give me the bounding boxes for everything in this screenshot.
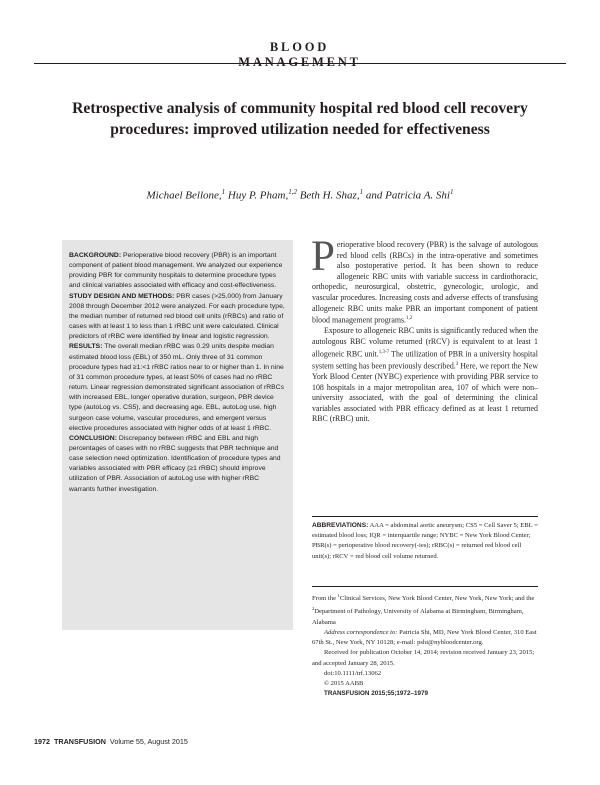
affiliation-text: From the (312, 595, 338, 603)
abstract-box (62, 240, 293, 630)
author-name: Beth H. Shaz, (296, 189, 360, 202)
affiliation-mark: 1 (337, 593, 340, 598)
abstract-text: Discrepancy between rRBC and EBL and high percentages of cases with no rRBC suggests that PBR technique and case selection need optimization. Identification of procedure types and variables associated with PBR efficacy (≥1 rRBC) should improve utilization of PBR. Association of autoLog use with higher rRBC warrants further investigation. (69, 434, 281, 493)
affiliation-text: Clinical Services, New York Blood Center, New York, New York; and the (339, 595, 535, 603)
author-affiliation-mark: 1 (359, 188, 364, 196)
correspondence-line (312, 628, 538, 648)
affiliations-note (312, 591, 538, 699)
affiliations-rule (312, 586, 538, 587)
affiliation-line (312, 591, 538, 628)
correspondence-label: Address correspondence to: (324, 628, 398, 636)
abstract-heading: RESULTS: (69, 343, 103, 351)
abstract-text: Perioperative blood recovery (PBR) is an important component of patient blood management. We analyzed our experience providing PBR for community hospitals to determine procedure types and clinical variables associated with efficacy and cost-effectiveness. (69, 252, 283, 290)
abstract-heading: STUDY DESIGN AND METHODS: (69, 292, 175, 300)
abbreviations-text: AAA = abdominal aortic aneurysm; CS5 = Cell Saver 5; EBL = estimated blood loss; IQR = interquartile range; NYBC = New York Blood Center; PBR(s) = perioperative blood recovery(-ies); rRBC(s) = returned red blood cell unit(s); rRCV = red blood cell volume returned. (312, 522, 538, 560)
affiliation-text: Department of Pathology, University of Alabama at Birmingham, Birmingham, Alabama (312, 608, 524, 626)
abbreviations-rule (312, 516, 538, 517)
author-affiliation-mark: 1 (221, 188, 226, 196)
citation-ref: 1,2 (406, 316, 413, 322)
author-name: Huy P. Pham, (225, 189, 289, 202)
doi-line: doi:10.1111/trf.13062 (324, 669, 382, 677)
received-line: Received for publication October 14, 2014; revision received January 23, 2015; and accepted January 28, 2015. (312, 649, 535, 667)
author-name: and Patricia A. Shi (363, 189, 450, 202)
footer-volume: Volume 55, August 2015 (109, 737, 188, 746)
intro-paragraph-1 (311, 233, 538, 326)
journal-citation (312, 689, 538, 699)
drop-cap: P (311, 233, 335, 280)
abstract-background (69, 251, 286, 292)
citation-ref: 1,3-7 (378, 349, 390, 355)
author-affiliation-mark: 1,2 (288, 188, 297, 196)
page-footer (34, 737, 188, 746)
abstract-results (69, 342, 286, 433)
footer-journal: TRANSFUSION (54, 737, 106, 746)
abstract-conclusion (69, 434, 286, 495)
article-title: Retrospective analysis of community hospital red blood cell recovery procedures: improved utilization needed for effectiveness (72, 100, 528, 138)
paragraph-text: Exposure to allogeneic RBC units is significantly reduced when the autologous RBC volume returned (rRCV) is equivalent to at least 1 allogeneic RBC unit. (312, 326, 538, 359)
correspondence-text: Patricia Shi, MD, New York Blood Center, 310 East 67th St., New York, NY 10128; e-mail: pshi@nybloodcenter.org. (312, 628, 537, 647)
body-text (311, 233, 539, 425)
paragraph-text: Here, we report the New York Blood Center (NYBC) experience with providing PBR service to 108 hospitals in a major metropolitan area, 107 of which were non–university associated, with the goal of determining the clinical variables associated with PBR efficacy defined as at least 1 returned RBC (rRBC) unit. (312, 361, 539, 424)
abbreviations-note (312, 521, 538, 562)
abstract-heading: BACKGROUND: (69, 252, 122, 259)
abstract-methods (69, 292, 286, 343)
abstract-text: PBR cases (>25,000) from January 2008 through December 2012 were analyzed. For each procedure type, the median number of returned red blood cell units (rRBCs) and ratio of cases with at least 1 to less than 1 rRBC unit were calculated. Clinical predictors of rRBC were identified by linear and logistic regression. (69, 292, 285, 341)
intro-paragraph-2 (312, 326, 538, 425)
copyright-line: © 2015 AABB (324, 680, 364, 687)
paragraph-text: The utilization of PBR in a university hospital system setting has been previously described. (312, 349, 539, 371)
author-affiliation-mark: 1 (449, 188, 454, 196)
abstract-heading: CONCLUSION: (69, 434, 117, 442)
author-name: Michael Bellone, (146, 189, 222, 202)
abbreviations-label: ABBREVIATIONS: (312, 522, 369, 529)
abstract-text: The overall median rRBC was 0.29 units despite median estimated blood loss (EBL) of 350 mL. Only three of 31 common procedure types had ≥1:<1 rRBC ratios near to or higher than 1. In nine of 31 common procedure types, at least 50% of cases had no rRBC return. Linear regression demonstrated significant association of rRBCs with increased EBL, longer operative duration, surgeon, PBR device type (autoLog vs. CS5), and decreasing age. EBL, autoLog use, high surgeon case volume, vascular procedures, and emergent versus elective procedures associated with higher odds of at least 1 rRBC. (69, 343, 284, 432)
citation-ref: 3 (455, 361, 459, 367)
paragraph-text: erioperative blood recovery (PBR) is the salvage of autologous red blood cells (RBCs) in the intra-operative and sometimes also postoperative period. It has been shown to reduce allogeneic RBC units with variable success in cardiothoracic, orthopedic, neurosurgical, obstetric, gynecologic, urologic, and vascular procedures. Increasing costs and adverse effects of transfusing allogeneic RBC units make PBR an important component of patient blood management programs. (312, 240, 538, 325)
header-rule (34, 63, 566, 64)
journal-citation-text: TRANSFUSION 2015;55;1972–1979 (324, 690, 428, 698)
author-list (60, 185, 540, 203)
running-head: BLOOD MANAGEMENT (238, 40, 361, 69)
page-number: 1972 (34, 737, 50, 746)
affiliation-mark: 2 (312, 606, 315, 612)
